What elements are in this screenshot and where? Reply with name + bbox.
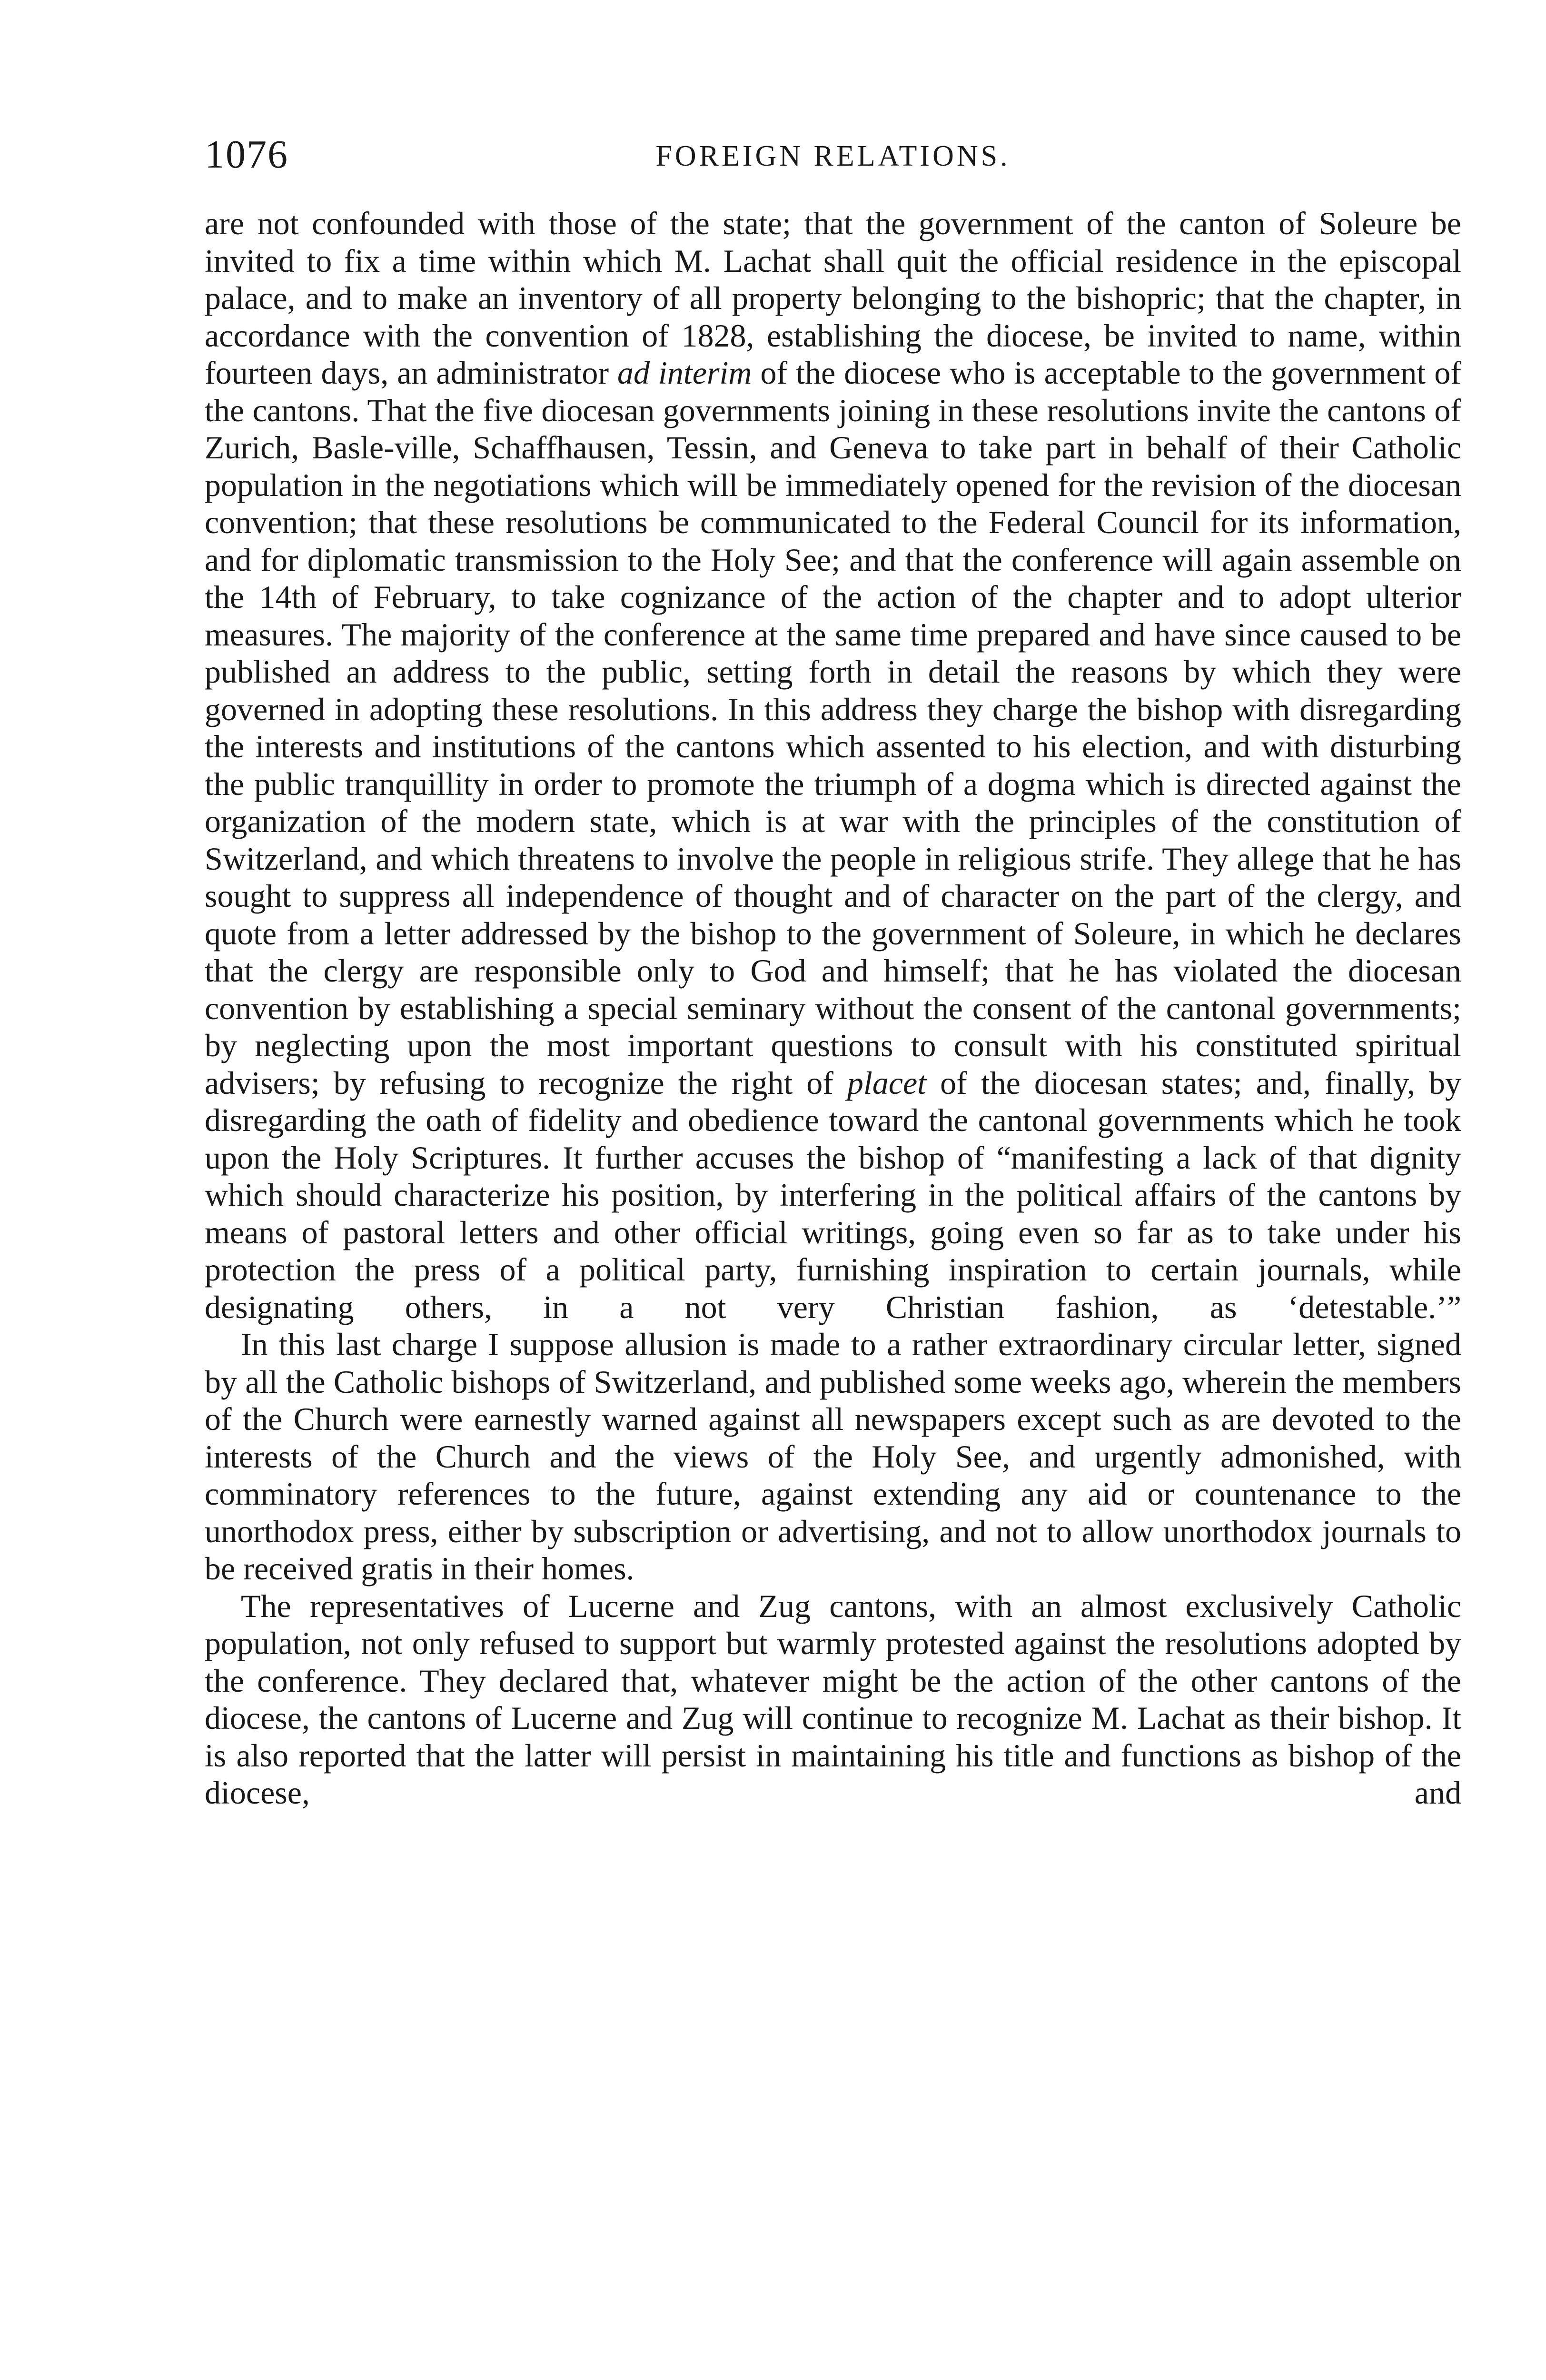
running-head: FOREIGN RELATIONS. [655,140,1011,172]
paragraph-2: In this last charge I suppose allusion is made to a rather extraordinary circular letter, signed by all the Catholic bishops of Switzerland, and published some weeks ago, wherein the members of the Church were earnestly warned against all newspapers except such as are devoted to the interests of the Church and the views of the Holy See, and urgently admonished, with comminatory references to the future, against extending any aid or countenance to the unorthodox press, either by subscription or advertising, and not to allow unorthodox journals to be received gratis in their homes. [205,1326,1461,1587]
italic-ad-interim: ad interim [617,355,752,391]
paragraph-1-text-b: of the diocese who is acceptable to the government of the cantons. That the five diocesan governments joining in these resolutions invite the cantons of Zurich, Basle-ville, Schaffhausen, Tessin, and Geneva to take part in behalf of their Catholic population in the negotiations which will be immediately opened for the revision of the diocesan convention; that these resolutions be communicated to the Federal Council for its information, and for diplomatic transmission to the Holy See; and that the conference will again assemble on the 14th of February, to take cognizance of the action of the chapter and to adopt ulterior measures. The majority of the conference at the same time prepared and have since caused to be published an address to the public, setting forth in detail the reasons by which they were governed in adopting these resolutions. In this address they charge the bishop with disregarding the interests and institutions of the cantons which assented to his election, and with disturbing the public tranquillity in order to promote the triumph of a dogma which is directed against the organization of the modern state, which is at war with the principles of the constitution of Switzerland, and which threatens to involve the people in religious strife. They allege that he has sought to suppress all independence of thought and of character on the part of the clergy, and quote from a letter addressed by the bishop to the government of Soleure, in which he declares that the clergy are responsible only to God and himself; that he has violated the diocesan convention by establishing a special seminary without the consent of the cantonal governments; by neglecting upon the most important questions to consult with his constituted spiritual advisers; by refusing to recognize the right of [205,355,1461,1101]
paragraph-3: The representatives of Lucerne and Zug cantons, with an almost exclusively Catholic population, not only refused to support but warmly protested against the resolutions adopted by the conference. They declared that, whatever might be the action of the other cantons of the diocese, the cantons of Lucerne and Zug will continue to recognize M. Lachat as their bishop. It is also reported that the latter will persist in maintaining his title and functions as bishop of the diocese, and [205,1587,1461,1811]
paragraph-1-text-a: are not confounded with those of the state; that the government of the canton of Soleure be invited to fix a time within which M. Lachat shall quit the official residence in the episcopal palace, and to make an inventory of all property belonging to the bishopric; that the chapter, in accordance with the convention of 1828, establishing the diocese, be invited to name, within fourteen days, an administrator [205,205,1461,391]
page-header [205,129,1461,181]
paragraph-1-text-c: of the diocesan states; and, finally, by disregarding the oath of fidelity and obedience toward the cantonal governments which he took upon the Holy Scriptures. It further accuses the bishop of “manifesting a lack of that dignity which should characterize his position, by interfering in the political affairs of the cantons by means of pastoral letters and other official writings, going even so far as to take under his protection the press of a political party, furnishing inspiration to certain journals, while designating others, in a not very Christian fashion, as ‘detestable.’” [205,1064,1461,1325]
body-text [205,205,1461,1812]
italic-placet: placet [847,1064,927,1101]
paragraph-1 [205,205,1461,1326]
page-number: 1076 [205,132,288,177]
